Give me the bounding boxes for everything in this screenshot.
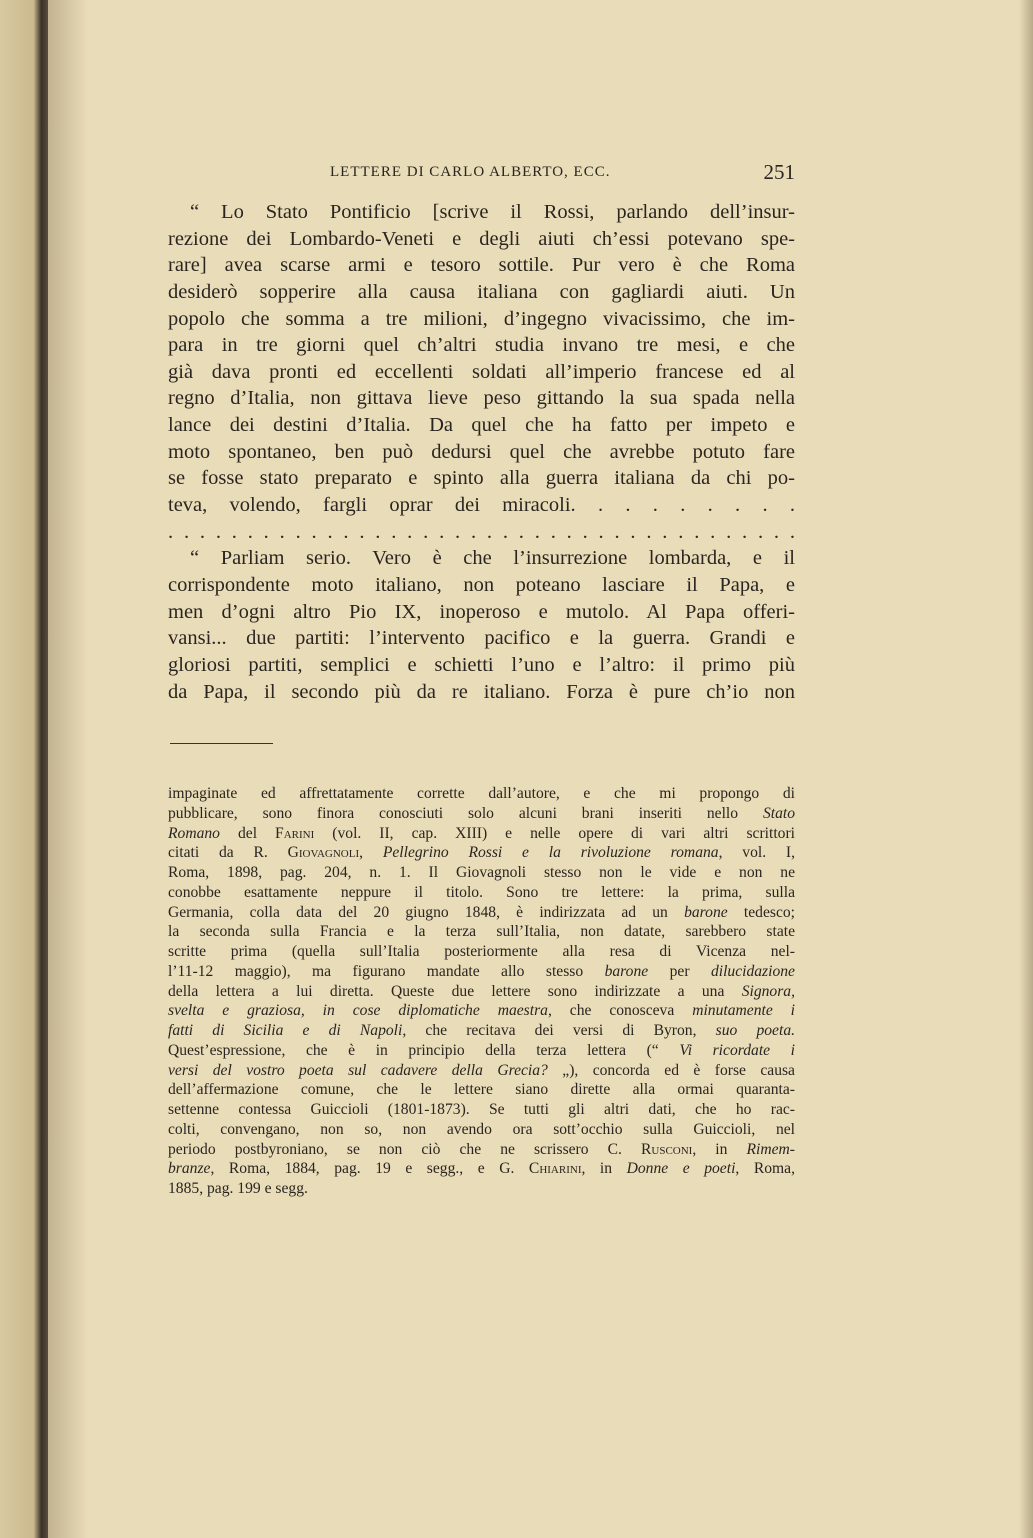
italic-text: svelta e graziosa, in cose diplomatiche maestra — [168, 1002, 548, 1020]
body-line: moto spontaneo, ben può dedursi quel che avrebbe potuto fare — [168, 440, 795, 463]
italic-text: suo poeta. — [715, 1022, 796, 1039]
footnote-text: Germania, colla data del 20 giugno 1848, è indirizzata ad un — [168, 903, 685, 921]
footnote-text: , Roma, — [735, 1160, 796, 1178]
footnote-text: dell’affermazione comune, che le lettere siano dirette alla ormai quaranta- — [168, 1081, 795, 1099]
body-line: rezione dei Lombardo-Veneti e degli aiuti ch’essi potevano spe- — [168, 227, 795, 250]
italic-text: versi del vostro poeta sul cadavere della Grecia? — [168, 1061, 548, 1079]
footnote-text: del — [219, 824, 276, 842]
author-name: Chiarini — [528, 1160, 582, 1178]
running-title: LETTERE DI CARLO ALBERTO, ECC. — [330, 164, 611, 180]
page-edge-shadow — [1019, 0, 1033, 1538]
italic-text: Rimem- — [746, 1140, 795, 1158]
page-header — [168, 162, 795, 188]
footnote-text: , che recitava dei versi di Byron, — [402, 1022, 716, 1039]
footnote-text: la seconda sulla Francia e la terza sull’Italia, non datate, sarebbero state — [168, 923, 795, 941]
footnote-text: settenne contessa Guiccioli (1801-1873). Se tutti gli altri dati, che ho rac- — [168, 1101, 795, 1118]
footnote-text: pubblicare, sono finora conosciuti solo alcuni brani inseriti nello — [168, 804, 763, 822]
book-gutter-shadow — [48, 0, 88, 1538]
footnote-line — [168, 1061, 795, 1081]
italic-text: Romano — [168, 824, 220, 842]
italic-text: barone — [604, 962, 649, 980]
italic-text: minutamente i — [692, 1002, 796, 1020]
footnote-line — [168, 1041, 795, 1061]
footnote-separator — [170, 743, 273, 744]
footnote-text: l’11-12 maggio), ma figurano mandate allo stesso — [168, 962, 605, 980]
footnote-line — [168, 1100, 795, 1120]
footnote-text: (vol. II, cap. XIII) e nelle opere di vari altri scrittori — [314, 824, 795, 842]
footnote-text: , Roma, 1884, pag. 19 e segg., e G. — [210, 1160, 529, 1178]
italic-text: fatti di Sicilia e di Napoli — [168, 1022, 403, 1039]
footnote-text: 1885, pag. 199 e segg. — [168, 1180, 308, 1197]
body-line: desiderò sopperire alla causa italiana con gagliardi aiuti. Un — [168, 280, 795, 303]
author-name: Rusconi — [640, 1140, 693, 1158]
body-line: popolo che somma a tre milioni, d’ingegno vivacissimo, che im- — [168, 307, 795, 330]
author-name: Giovagnoli — [287, 844, 360, 862]
footnote-line — [168, 1120, 795, 1140]
footnote-line — [168, 1179, 795, 1199]
italic-text: Signora, — [741, 982, 795, 1000]
body-line: corrispondente moto italiano, non poteano lasciare il Papa, e — [168, 573, 795, 596]
footnote-text: , vol. I, — [718, 844, 795, 862]
footnote-text: , in — [581, 1160, 627, 1178]
footnote-line — [168, 1159, 795, 1179]
body-line: già dava pronti ed eccellenti soldati all’imperio francese ed al — [168, 360, 795, 383]
footnote-line — [168, 1140, 795, 1160]
footnote-line — [168, 784, 795, 804]
facing-page-edge — [0, 0, 48, 1538]
footnote-text: Roma, 1898, pag. 204, n. 1. Il Giovagnoli stesso non le vide e non ne — [168, 864, 795, 881]
italic-text: Stato — [762, 804, 795, 822]
body-line: “ Lo Stato Pontificio [scrive il Rossi, parlando dell’insur- — [190, 201, 795, 223]
footnote-line — [168, 863, 795, 883]
italic-text: Vi ricordate i — [679, 1041, 795, 1059]
footnote — [168, 784, 795, 1199]
italic-text: barone — [684, 903, 728, 921]
footnote-line — [168, 942, 795, 962]
footnote-line — [168, 982, 795, 1002]
footnote-text: Quest’espressione, che è in principio della terza lettera (“ — [168, 1041, 680, 1059]
body-line: “ Parliam serio. Vero è che l’insurrezione lombarda, e il — [190, 547, 795, 570]
body-line: . . . . . . . . . . . . . . . . . . . . . . . . . . . . . . . . . . . . . . . . — [168, 520, 795, 543]
italic-text: Pellegrino Rossi e la rivoluzione romana — [382, 844, 719, 862]
footnote-text: tedesco; — [727, 903, 795, 921]
italic-text: dilucidazione — [710, 962, 795, 980]
footnote-text: della lettera a lui diretta. Queste due lettere sono indirizzate a una — [168, 982, 742, 1000]
page-number: 251 — [763, 160, 795, 184]
body-text — [168, 199, 795, 705]
footnote-line — [168, 843, 795, 863]
body-line: lance dei destini d’Italia. Da quel che ha fatto per impeto e — [168, 414, 795, 437]
footnote-text: „), concorda ed è forse causa — [547, 1061, 795, 1079]
footnote-line — [168, 903, 795, 923]
footnote-text: colti, convengano, non so, non avendo ora sott’occhio sulla Guiccioli, nel — [168, 1120, 795, 1138]
body-line: teva, volendo, fargli oprar dei miracoli. . . . . . . . . — [168, 494, 795, 517]
body-line: vansi... due partiti: l’intervento pacifico e la guerra. Grandi e — [168, 627, 795, 650]
body-line: regno d’Italia, non gittava lieve peso gittando la sua spada nella — [168, 387, 795, 410]
footnote-text: per — [648, 962, 711, 980]
body-line: se fosse stato preparato e spinto alla guerra italiana da chi po- — [168, 467, 795, 490]
footnote-text: , — [359, 844, 383, 862]
footnote-line — [168, 962, 795, 982]
footnote-line — [168, 883, 795, 903]
body-line: para in tre giorni quel ch’altri studia invano tre mesi, e che — [168, 334, 795, 357]
italic-text: Donne e poeti — [626, 1160, 736, 1178]
footnote-line — [168, 804, 795, 824]
body-line: rare] avea scarse armi e tesoro sottile. Pur vero è che Roma — [168, 254, 795, 277]
body-line: men d’ogni altro Pio IX, inoperoso e mutolo. Al Papa offeri- — [168, 600, 795, 623]
footnote-line — [168, 922, 795, 942]
footnote-line — [168, 1021, 795, 1041]
footnote-text: scritte prima (quella sull’Italia posteriormente alla resa di Vicenza nel- — [168, 943, 795, 960]
body-line: gloriosi partiti, semplici e schietti l’uno e l’altro: il primo più — [168, 653, 795, 676]
footnote-line — [168, 1080, 795, 1100]
footnote-line — [168, 1001, 795, 1021]
footnote-text: periodo postbyroniano, se non ciò che ne scrissero C. — [168, 1140, 641, 1158]
italic-text: branze — [168, 1160, 211, 1178]
footnote-text: , in — [692, 1140, 747, 1158]
footnote-text: impaginate ed affrettatamente corrette dall’autore, e che mi propongo di — [168, 785, 795, 802]
author-name: Farini — [275, 824, 315, 842]
body-line: da Papa, il secondo più da re italiano. Forza è pure ch’io non — [168, 680, 795, 703]
footnote-text: , che conosceva — [547, 1002, 693, 1020]
footnote-text: conobbe esattamente neppure il titolo. Sono tre lettere: la prima, sulla — [168, 883, 795, 901]
footnote-text: citati da R. — [168, 844, 288, 862]
footnote-line — [168, 824, 795, 844]
